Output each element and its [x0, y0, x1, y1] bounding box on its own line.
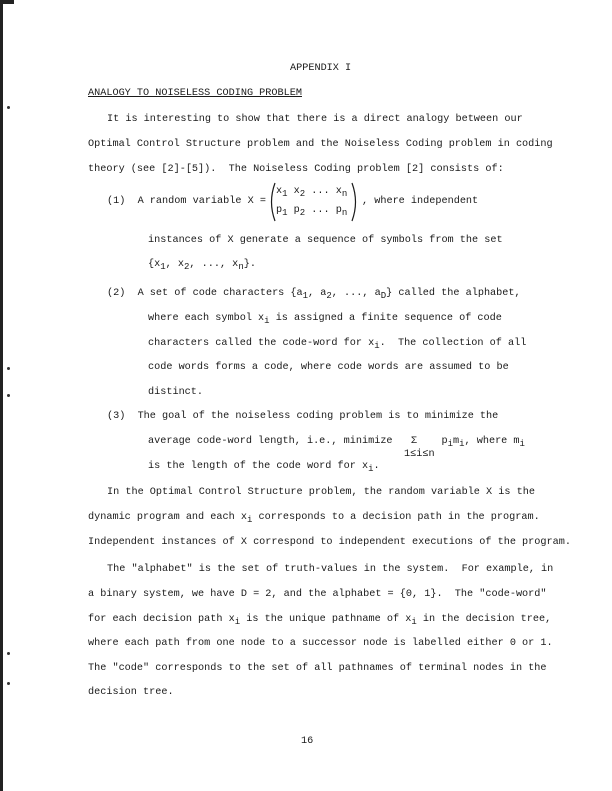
text-segment: ... p [305, 205, 342, 216]
text-segment: The "alphabet" is the set of truth-values in the system. For example, in [107, 564, 554, 575]
page-number: 16 [301, 736, 314, 747]
subscript: n [341, 189, 348, 199]
text-segment: theory (see [2]-[5]). The Noiseless Coding problem [2] consists of: [88, 164, 504, 175]
subscript: i [459, 439, 465, 449]
subscript: i [368, 464, 374, 474]
text-segment: decision tree. [88, 687, 174, 698]
text-segment: , ..., x [189, 259, 239, 270]
text-line [88, 164, 504, 176]
matrix-trailing-text: , where independent [362, 196, 479, 207]
text-segment: In the Optimal Control Structure problem, the random variable X is the [107, 487, 535, 498]
text-line [88, 537, 571, 549]
text-segment: corresponds to a decision path in the program. [252, 512, 540, 523]
text-line [88, 614, 551, 626]
matrix-top-row [276, 186, 347, 198]
text-segment: } called the alphabet, [386, 288, 521, 299]
text-segment: }. [243, 259, 256, 270]
text-segment: average code-word length, i.e., minimize Σ p [148, 436, 448, 447]
scan-speck [7, 682, 10, 685]
text-line [88, 139, 553, 151]
text-segment: characters called the code-word for x [148, 338, 375, 349]
text-line [88, 589, 547, 601]
text-segment: The "code" corresponds to the set of all pathnames of terminal nodes in the [88, 663, 547, 674]
scan-border-corner [0, 0, 14, 4]
text-segment: is the unique pathname of x [240, 614, 412, 625]
text-segment: (1) A random variable X = [107, 196, 266, 207]
subscript: 1 [302, 291, 309, 301]
scan-speck [7, 367, 10, 370]
text-line [148, 387, 203, 399]
scan-speck [7, 106, 10, 109]
text-segment: (3) The goal of the noiseless coding problem is to minimize the [107, 411, 499, 422]
text-segment: dynamic program and each x [88, 512, 247, 523]
text-segment: x [276, 186, 283, 197]
subscript: 2 [299, 208, 306, 218]
text-segment: code words forms a code, where code words are assumed to be [148, 362, 509, 373]
subscript: 1 [160, 262, 166, 272]
text-line [148, 259, 256, 271]
text-segment: , a [308, 288, 327, 299]
text-segment: where each symbol x [148, 313, 265, 324]
text-segment: Optimal Control Structure problem and the Noiseless Coding problem in coding [88, 139, 553, 150]
text-segment: {x [148, 259, 161, 270]
subscript: i [411, 617, 417, 627]
subscript: i [519, 439, 525, 449]
text-segment: for each decision path x [88, 614, 235, 625]
text-segment: ... x [305, 186, 342, 197]
subscript: 2 [183, 262, 190, 272]
text-segment: x [287, 186, 300, 197]
text-line [88, 512, 540, 524]
subscript: i [447, 439, 453, 449]
text-segment: is assigned a finite sequence of code [269, 313, 502, 324]
scan-speck [7, 394, 10, 397]
text-line [107, 411, 498, 423]
text-segment: p [276, 205, 283, 216]
text-line [107, 288, 521, 300]
appendix-title: APPENDIX I [290, 63, 352, 74]
text-segment: where each path from one node to a successor node is labelled either 0 or 1. [88, 638, 553, 649]
text-line [107, 564, 553, 576]
text-segment: (2) A set of code characters {a [107, 288, 303, 299]
text-line [88, 663, 547, 675]
subscript: 2 [326, 291, 332, 301]
matrix-right-paren [351, 182, 359, 222]
text-segment: . [373, 461, 380, 472]
sum-range: 1≤i≤n [404, 449, 435, 460]
text-line [148, 362, 509, 374]
text-segment: Independent instances of X correspond to independent executions of the program. [88, 537, 571, 548]
text-segment: m [452, 436, 460, 447]
text-line [107, 114, 523, 126]
text-segment: , x [165, 259, 184, 270]
matrix-left-paren [268, 182, 276, 222]
subscript: 1 [282, 189, 288, 199]
text-segment: p [287, 205, 300, 216]
text-segment: distinct. [148, 387, 204, 398]
section-heading: ANALOGY TO NOISELESS CODING PROBLEM [88, 88, 302, 99]
text-line [148, 461, 380, 473]
subscript: i [374, 341, 380, 351]
text-segment: instances of X generate a sequence of symbols from the set [148, 235, 503, 246]
text-segment: , ..., a [331, 288, 381, 299]
scan-border [0, 0, 3, 791]
text-segment: . The collection of all [379, 338, 527, 349]
subscript: i [234, 617, 241, 627]
subscript: 1 [282, 208, 288, 218]
matrix-bottom-row [276, 205, 347, 217]
text-line [148, 313, 502, 325]
text-line [148, 436, 525, 448]
subscript: 2 [299, 189, 306, 199]
subscript: i [264, 316, 270, 326]
subscript: n [341, 208, 348, 218]
text-line [107, 196, 266, 208]
scan-speck [7, 652, 10, 655]
text-line [88, 638, 553, 650]
text-line [107, 487, 535, 499]
subscript: n [238, 262, 244, 272]
text-line [88, 687, 174, 699]
text-segment: , where m [464, 436, 520, 447]
text-line [148, 235, 503, 247]
subscript: D [380, 291, 387, 301]
subscript: i [246, 515, 253, 525]
text-segment: a binary system, we have D = 2, and the alphabet = {0, 1}. The "code-word" [88, 589, 547, 600]
text-line [148, 338, 526, 350]
text-segment: is the length of the code word for x [148, 461, 369, 472]
text-segment: in the decision tree, [416, 614, 552, 625]
text-segment: It is interesting to show that there is a direct analogy between our [107, 114, 523, 125]
